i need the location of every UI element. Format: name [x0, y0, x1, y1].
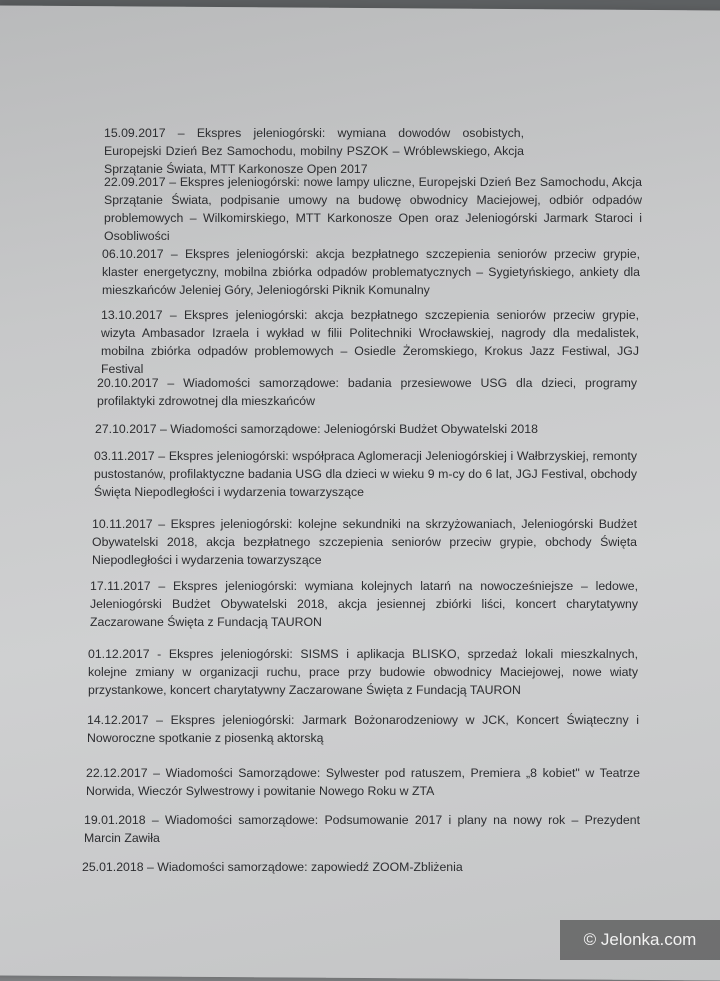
- list-item: 19.01.2018 – Wiadomości samorządowe: Podsumowanie 2017 i plany na nowy rok – Prezydent Marcin Zawiła: [84, 813, 640, 845]
- list-item: 15.09.2017 – Ekspres jeleniogórski: wymiana dowodów osobistych, Europejski Dzień Bez Samochodu, mobilny PSZOK – Wróblewskiego, Akcja Sprzątanie Świata, MTT Karkonosze Open 2017: [104, 126, 524, 176]
- list-item: 27.10.2017 – Wiadomości samorządowe: Jeleniogórski Budżet Obywatelski 2018: [95, 422, 538, 436]
- list-item: 17.11.2017 – Ekspres jeleniogórski: wymiana kolejnych latarń na nowocześniejsze – ledowe, Jeleniogórski Budżet Obywatelski 2018, akcja jesiennej zbiórki liści, koncert charytatywny Zaczarowane Święta z Fundacją TAURON: [90, 579, 638, 629]
- list-item: 06.10.2017 – Ekspres jeleniogórski: akcja bezpłatnego szczepienia seniorów przeciw grypie, klaster energetyczny, mobilna zbiórka odpadów problematycznych – Sygietyńskiego, ankiety dla mieszkańców Jeleniej Góry, Jeleniogórski Piknik Komunalny: [102, 247, 640, 297]
- list-item: 22.12.2017 – Wiadomości Samorządowe: Sylwester pod ratuszem, Premiera „8 kobiet" w Teatrze Norwida, Wieczór Sylwestrowy i powitanie Nowego Roku w ZTA: [86, 766, 640, 798]
- list-item: 20.10.2017 – Wiadomości samorządowe: badania przesiewowe USG dla dzieci, programy profilaktyki zdrowotnej dla mieszkańców: [97, 376, 637, 408]
- list-item: 10.11.2017 – Ekspres jeleniogórski: kolejne sekundniki na skrzyżowaniach, Jeleniogórski Budżet Obywatelski 2018, akcja bezpłatnego szczepienia seniorów przeciw grypie, obchody Święta Niepodległości i wydarzenia towarzyszące: [92, 517, 637, 567]
- list-item: 25.01.2018 – Wiadomości samorządowe: zapowiedź ZOOM-Zbliżenia: [82, 860, 463, 874]
- list-item: 13.10.2017 – Ekspres jeleniogórski: akcja bezpłatnego szczepienia seniorów przeciw grypie, wizyta Ambasador Izraela i wykład w filii Politechniki Wrocławskiej, nagrody dla medalistek, mobilna zbiórka odpadów problemowych – Osiedle Żeromskiego, Krokus Jazz Festiwal, JGJ Festival: [101, 308, 639, 376]
- list-item: 22.09.2017 – Ekspres jeleniogórski: nowe lampy uliczne, Europejski Dzień Bez Samochodu, Akcja Sprzątanie Świata, podpisanie umowy na budowę obwodnicy Maciejowej, odbiór odpadów problemowych – Wilkomirskiego, MTT Karkonosze Open oraz Jeleniogórski Jarmark Staroci i Osobliwości: [104, 175, 642, 243]
- watermark: © Jelonka.com: [560, 920, 720, 960]
- list-item: 03.11.2017 – Ekspres jeleniogórski: współpraca Aglomeracji Jeleniogórskiej i Wałbrzyskiej, remonty pustostanów, profilaktyczne badania USG dla dzieci w wieku 9 m-cy do 6 lat, JGJ Festival, obchody Święta Niepodległości i wydarzenia towarzyszące: [94, 449, 637, 499]
- list-item: 14.12.2017 – Ekspres jeleniogórski: Jarmark Bożonarodzeniowy w JCK, Koncert Świąteczny i Noworoczne spotkanie z piosenką aktorską: [87, 713, 639, 745]
- list-item: 01.12.2017 - Ekspres jeleniogórski: SISMS i aplikacja BLISKO, sprzedaż lokali mieszkalnych, kolejne zmiany w organizacji ruchu, prace przy budowie obwodnicy Maciejowej, nowe wiaty przystankowe, koncert charytatywny Zaczarowane Święta z Fundacją TAURON: [88, 647, 638, 697]
